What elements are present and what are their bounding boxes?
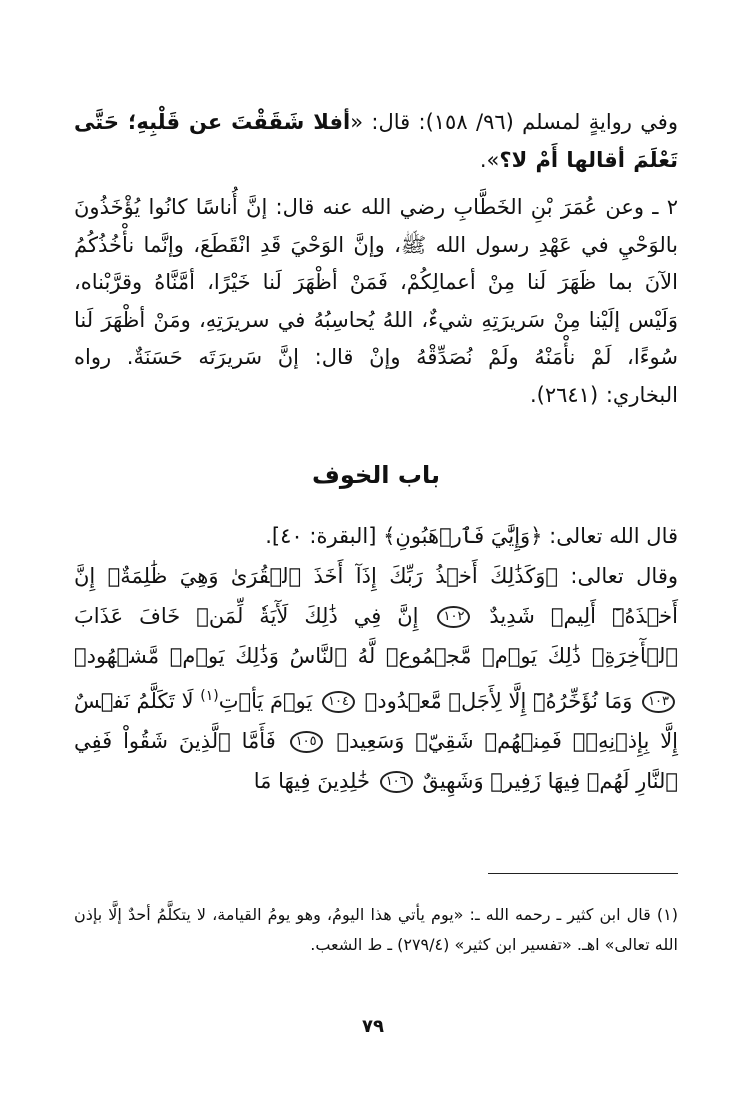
- main-content: [74, 104, 678, 801]
- page-number: ٧٩: [362, 1016, 384, 1037]
- footnote-marker[interactable]: (١): [200, 688, 219, 704]
- muslim-end: ».: [479, 147, 500, 172]
- verse2-text-2: إِنَّ فِي ذَٰلِكَ لَأٓيَةٗ لِّمَنۡ خَافَ عَذَابَ ٱلۡأٓخِرَةِۚ ذَٰلِكَ يَوۡمٞ مَّجۡمُوعٞ لَّهُ ٱلنَّاسُ وَذَٰلِكَ يَوۡمٞ مَّشۡهُودٞ: [74, 604, 678, 668]
- chapter-heading: باب الخوف: [312, 461, 440, 489]
- verse-baqarah: [74, 516, 678, 556]
- muslim-intro: وفي روايةٍ لمسلم (٩٦/ ١٥٨): قال: «: [350, 110, 678, 134]
- verse2-text-7: خَٰلِدِينَ فِيهَا مَا: [253, 769, 370, 793]
- footnote-divider: [488, 873, 678, 874]
- ayah-number-106: ١٠٦: [380, 771, 413, 793]
- verse2-text-5: لَا تَكَلَّمُ نَفۡسٌ إِلَّا بِإِذۡنِهِۦۚ فَمِنۡهُمۡ شَقِيّٞ وَسَعِيدٞ: [74, 689, 679, 753]
- ayah-number-102: ١٠٢: [437, 606, 470, 628]
- verse2-intro: وقال تعالى:: [558, 564, 679, 588]
- footnote-1: (١) قال ابن كثير ـ رحمه الله ـ: «يوم يأتي هذا اليومُ، وهو يومُ القيامة، لا يتكلَّمُ أحدٌ إلَّا بإذن الله تعالى» اهـ. «تفسير ابن كثير» (٢٧٩/٤) ـ ط الشعب.: [74, 905, 678, 954]
- ayah-number-103: ١٠٣: [642, 691, 675, 713]
- verse-hud: [74, 556, 678, 801]
- verse2-text-4: يَوۡمَ يَأۡتِ: [218, 689, 313, 713]
- footnotes-section: [74, 900, 678, 960]
- verse2-text-3: وَمَا نُؤَخِّرُهُۥٓ إِلَّا لِأَجَلٖ مَّعۡدُودٖ: [364, 689, 633, 713]
- ayah-number-105: ١٠٥: [290, 731, 323, 753]
- muslim-quote: أفلا شَقَقْتَ عن قَلْبِهِ؛ حَتَّى تَعْلَمَ أقالها أَمْ لا؟: [74, 110, 678, 172]
- verse2-text-6: فَأَمَّا ٱلَّذِينَ شَقُواْ فَفِي ٱلنَّارِ لَهُمۡ فِيهَا زَفِيرٞ وَشَهِيقٌ: [74, 729, 678, 793]
- ayah-number-104: ١٠٤: [322, 691, 355, 713]
- umar-hadith-paragraph: ٢ ـ وعن عُمَرَ بْنِ الخَطَّابِ رضي الله عنه قال: إنَّ أُناسًا كانُوا يُؤْخَذُونَ بالوَحْيِ في عَهْدِ رسول الله ﷺ، وإنَّ الوَحْيَ قَدِ انْقَطَعَ، وإنَّما نأْخُذُكُمُ الآنَ بما ظَهَرَ لَنا مِنْ أعمالِكُمْ، فَمَنْ أظْهَرَ لَنا خَيْرًا، أمَّنَّاهُ وقرَّبْناه، وَلَيْس إلَيْنا مِنْ سَريرَتِهِ شيءٌ، اللهُ يُحاسِبُهُ في سريرَتِهِ، ومَنْ أظْهَرَ لَنا سُوءًا، لَمْ نأْمَنْهُ ولَمْ نُصَدِّقْهُ وإنْ قال: إنَّ سَريرَتَه حَسَنَةٌ. رواه البخاري: (٢٦٤١).: [74, 195, 678, 407]
- verse1-quote: ﴿وَإِيَّٰيَ فَٱرۡهَبُونِ﴾: [383, 524, 543, 548]
- muslim-narration-paragraph: [74, 104, 678, 179]
- verse2-text-1: ﴿وَكَذَٰلِكَ أَخۡذُ رَبِّكَ إِذَآ أَخَذَ ٱلۡقُرَىٰ وَهِيَ ظَٰلِمَةٌۚ إِنَّ أَخۡذَهُۥٓ أَلِيمٞ شَدِيدٌ: [74, 564, 679, 628]
- verse1-intro: قال الله تعالى:: [542, 524, 678, 548]
- verse1-reference: [البقرة: ٤٠].: [265, 524, 384, 548]
